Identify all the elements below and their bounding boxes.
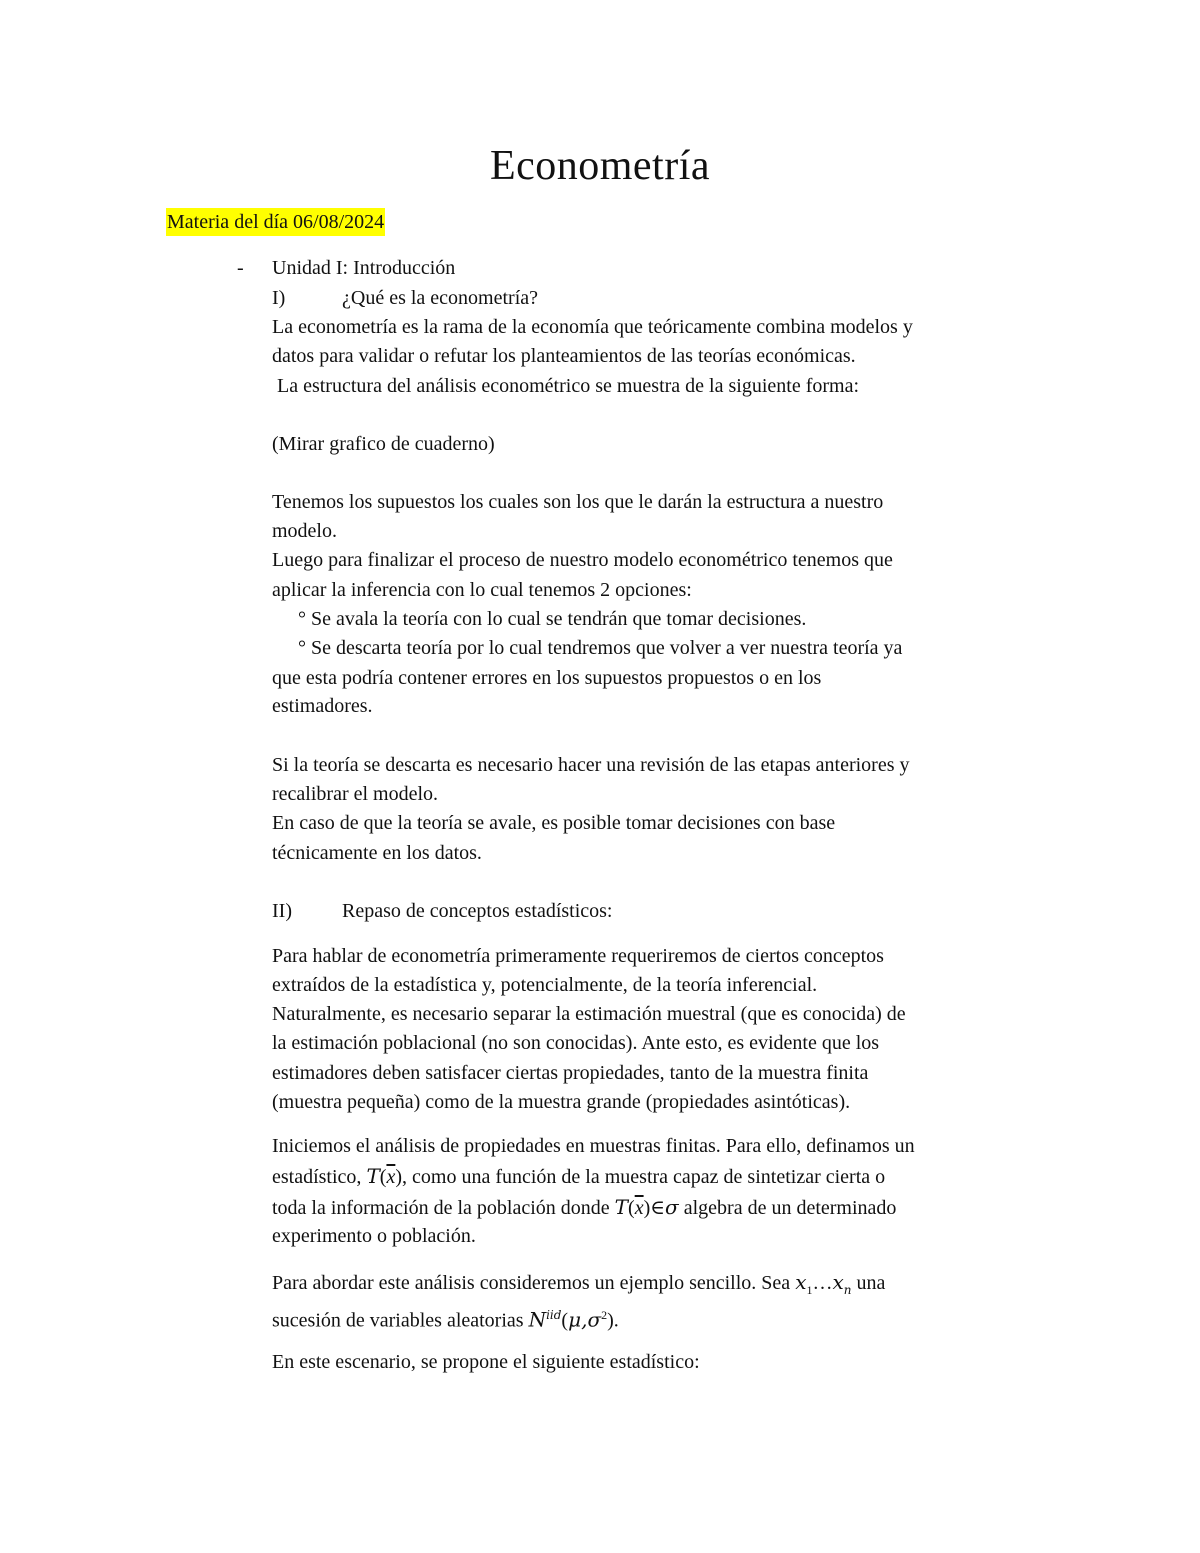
section-heading: Repaso de conceptos estadísticos: [342,900,613,922]
paragraph-line-with-math: estadístico, $T(\overline{x})$, como una función de la muestra capaz de sintetizar cierta o [272,1164,886,1188]
paragraph-line: En caso de que la teoría se avale, es posible tomar decisiones con base [272,812,836,834]
paragraph-line: estimadores deben satisfacer ciertas propiedades, tanto de la muestra finita [272,1062,869,1084]
math-T: T [366,1164,380,1188]
paragraph-line: (Mirar grafico de cuaderno) [272,433,495,455]
paragraph-line: La econometría es la rama de la economía que teóricamente combina modelos y [272,316,913,338]
paragraph-line: Luego para finalizar el proceso de nuestro modelo econométrico tenemos que [272,549,893,571]
paragraph-line: Si la teoría se descarta es necesario hacer una revisión de las etapas anteriores y [272,754,910,776]
section-number: II) [272,900,292,922]
document-title: Econometría [489,143,711,189]
paragraph-line-with-math: Para abordar este análisis consideremos un ejemplo sencillo. Sea $x_1\dots x_n$ una [272,1270,886,1297]
paragraph-line: estimadores. [272,695,373,717]
paragraph-line: (muestra pequeña) como de la muestra grande (propiedades asintóticas). [272,1091,851,1113]
section-heading: ¿Qué es la econometría? [342,287,539,309]
paragraph-line: Tenemos los supuestos los cuales son los que le darán la estructura a nuestro [272,491,884,513]
paragraph-line: Naturalmente, es necesario separar la estimación muestral (que es conocida) de [272,1003,906,1025]
paragraph-line: aplicar la inferencia con lo cual tenemos 2 opciones: [272,579,692,601]
paragraph-line: La estructura del análisis econométrico se muestra de la siguiente forma: [272,375,860,397]
unit-title: Unidad I: Introducción [272,257,456,279]
paragraph-line: modelo. [272,520,337,542]
list-bullet: - [237,257,244,279]
math-in-sigma: ∈σ [650,1195,679,1219]
paragraph-line: Iniciemos el análisis de propiedades en muestras finitas. Para ello, definamos un [272,1135,915,1157]
date-label: Materia del día 06/08/2024 [166,208,385,236]
paragraph-line-with-math: sucesión de variables aleatorias $N^{iid}(\mu,\sigma^2)$. [272,1307,619,1332]
paragraph-line: Para hablar de econometría primeramente requeriremos de ciertos conceptos [272,945,884,967]
paragraph-line: En este escenario, se propone el siguiente estadístico: [272,1351,700,1373]
section-number: I) [272,287,286,309]
paragraph-line: recalibrar el modelo. [272,783,439,805]
math-N: N [528,1307,547,1332]
paragraph-line: que esta podría contener errores en los supuestos propuestos o en los [272,667,822,689]
paragraph-line: datos para validar o refutar los planteamientos de las teorías económicas. [272,345,856,367]
option-item: ° Se descarta teoría por lo cual tendremos que volver a ver nuestra teoría ya [298,637,903,659]
paragraph-line: técnicamente en los datos. [272,842,482,864]
paragraph-line: experimento o población. [272,1225,476,1247]
option-item: ° Se avala la teoría con lo cual se tendrán que tomar decisiones. [298,608,807,630]
paragraph-line: extraídos de la estadística y, potencialmente, de la teoría inferencial. [272,974,818,996]
math-xbar: $\overline{x}$ [386,1166,396,1188]
paragraph-line-with-math: toda la información de la población donde $T(\overline{x})\in\sigma$ algebra de un determinado [272,1195,897,1219]
paragraph-line: la estimación poblacional (no son conocidas). Ante esto, es evidente que los [272,1032,880,1054]
